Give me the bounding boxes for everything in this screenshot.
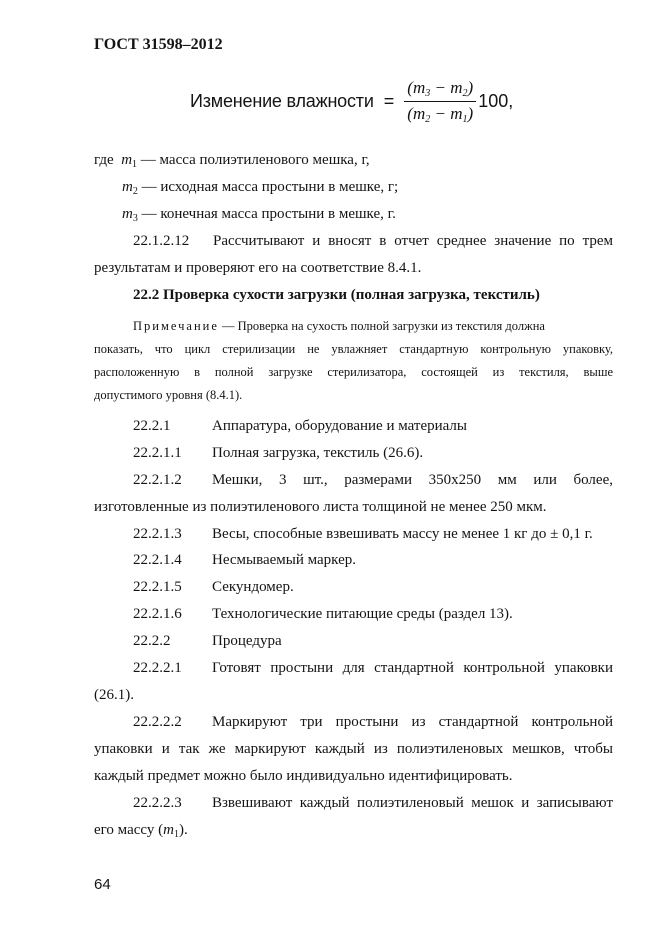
note-line-1: Примечание — Проверка на сухость полной загрузки из текстиля должна bbox=[133, 319, 545, 333]
para-22-2-2-3-cont: его массу $(m_1)$. bbox=[94, 822, 188, 840]
item-22-2-1: 22.2.1 Аппаратура, оборудование и материалы bbox=[133, 418, 467, 434]
formula-tail: 100, bbox=[478, 91, 514, 111]
para-22-2-1-2-cont: изготовленные из полиэтиленового листа толщиной не менее 250 мкм. bbox=[94, 499, 547, 515]
note-line-3: расположенную в полной загрузке стерилизатора, состоящей из текстиля, выше bbox=[94, 365, 613, 379]
formula-denominator: $(m_2 - m_1)$ bbox=[407, 104, 474, 125]
section-heading-22-2: 22.2 Проверка сухости загрузки (полная загрузка, текстиль) bbox=[133, 287, 540, 303]
para-22-2-2-1: 22.2.2.1 Готовят простыни для стандартной контрольной упаковки bbox=[133, 660, 613, 676]
para-22-1-2-12-cont: результатам и проверяют его на соответствие 8.4.1. bbox=[94, 260, 422, 276]
where-line-3: $m_3$ — конечная масса простыни в мешке, г. bbox=[122, 206, 396, 224]
where-line-2: $m_2$ — исходная масса простыни в мешке, г; bbox=[122, 179, 399, 197]
formula-fraction bbox=[404, 78, 476, 125]
item-22-2-1-3: 22.2.1.3 Весы, способные взвешивать массу не менее 1 кг до ± 0,1 г. bbox=[133, 526, 593, 542]
formula-equals: = bbox=[383, 91, 395, 111]
formula-lhs: Изменение влажности bbox=[190, 91, 374, 111]
item-22-2-1-1: 22.2.1.1 Полная загрузка, текстиль (26.6). bbox=[133, 445, 424, 461]
where-line-1: где $m_1$ — масса полиэтиленового мешка, г, bbox=[94, 152, 370, 170]
item-22-2-1-4: 22.2.1.4 Несмываемый маркер. bbox=[133, 552, 357, 568]
formula-numerator: $(m_3 - m_2)$ bbox=[407, 78, 474, 99]
document-header: ГОСТ 31598–2012 bbox=[94, 36, 223, 53]
note-line-4: допустимого уровня (8.4.1). bbox=[94, 388, 243, 402]
fraction-bar bbox=[404, 101, 476, 102]
para-22-2-2-3: 22.2.2.3 Взвешивают каждый полиэтиленовый мешок и записывают bbox=[133, 795, 613, 811]
para-22-2-2-2: 22.2.2.2 Маркируют три простыни из стандартной контрольной bbox=[133, 714, 613, 730]
para-22-1-2-12: 22.1.2.12 Рассчитывают и вносят в отчет среднее значение по трем bbox=[133, 233, 613, 249]
para-22-2-2-2-line2: упаковки и так же маркируют каждый из полиэтиленовых мешков, чтобы bbox=[94, 741, 613, 757]
note-line-2: показать, что цикл стерилизации не увлажняет стандартную контрольную упаковку, bbox=[94, 342, 613, 356]
moisture-formula bbox=[190, 78, 513, 125]
para-22-2-2-1-cont: (26.1). bbox=[94, 687, 134, 703]
item-22-2-1-5: 22.2.1.5 Секундомер. bbox=[133, 579, 294, 595]
item-22-2-2: 22.2.2 Процедура bbox=[133, 633, 282, 649]
para-22-2-2-2-line3: каждый предмет можно было индивидуально идентифицировать. bbox=[94, 768, 513, 784]
page-number: 64 bbox=[94, 876, 111, 893]
item-22-2-1-6: 22.2.1.6 Технологические питающие среды (раздел 13). bbox=[133, 606, 513, 622]
para-22-2-1-2: 22.2.1.2 Мешки, 3 шт., размерами 350x250 мм или более, bbox=[133, 472, 613, 488]
